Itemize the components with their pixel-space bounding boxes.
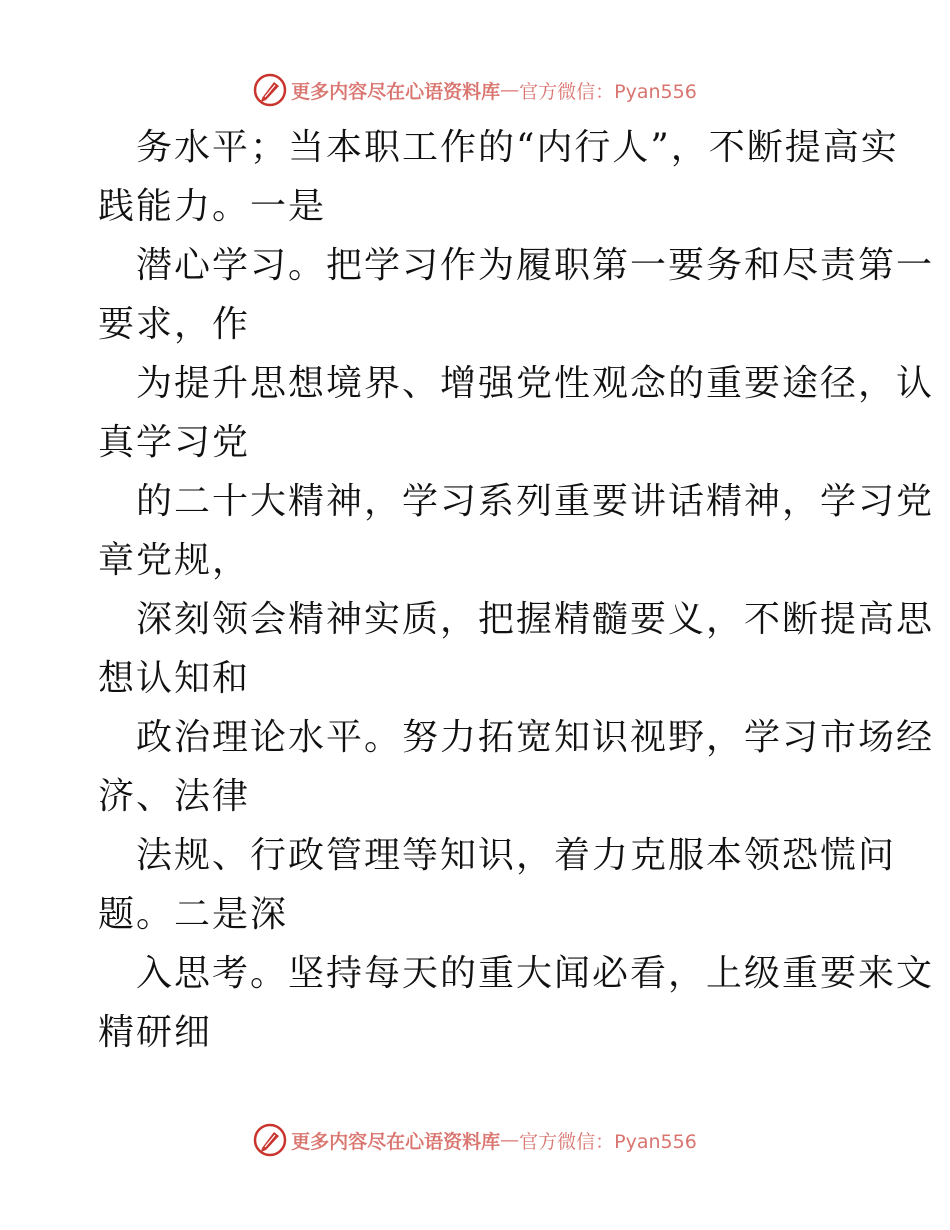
pen-nib-logo-icon: [253, 73, 287, 107]
text-line: 的二十大精神，学习系列重要讲话精神，学习党: [136, 481, 935, 522]
text-line: 践能力。一是: [98, 186, 327, 227]
header-banner-separator: —: [500, 79, 520, 101]
footer-banner: [0, 1120, 950, 1160]
text-line: 济、法律: [98, 776, 251, 817]
text-line: 潜心学习。把学习作为履职第一要务和尽责第一: [136, 245, 935, 286]
text-line: 题。二是深: [98, 894, 289, 935]
text-line: 政治理论水平。努力拓宽知识视野，学习市场经: [136, 717, 935, 758]
footer-banner-content: [253, 1123, 697, 1157]
text-line: 真学习党: [98, 422, 251, 463]
footer-banner-title: 更多内容尽在心语资料库: [291, 1130, 501, 1153]
text-line: 入思考。坚持每天的重大闻必看，上级重要来文: [136, 953, 935, 994]
text-line: 要求，作: [98, 304, 251, 345]
footer-banner-wechat: 官方微信：Pyan556: [519, 1130, 697, 1153]
text-line: 想认知和: [98, 658, 251, 699]
document-body: [98, 118, 935, 1062]
footer-banner-separator: —: [500, 1129, 520, 1151]
header-banner-title: 更多内容尽在心语资料库: [291, 80, 501, 103]
header-banner-wechat: 官方微信：Pyan556: [519, 80, 697, 103]
header-banner-content: [253, 73, 697, 107]
text-line: 法规、行政管理等知识，着力克服本领恐慌问: [136, 835, 897, 876]
text-line: 务水平；当本职工作的“内行人”，不断提高实: [136, 127, 899, 168]
text-line: 深刻领会精神实质，把握精髓要义，不断提高思: [136, 599, 935, 640]
header-banner: [0, 70, 950, 110]
pen-nib-logo-icon: [253, 1123, 287, 1157]
text-line: 章党规，: [98, 540, 251, 581]
text-line: 精研细: [98, 1012, 213, 1053]
text-line: 为提升思想境界、增强党性观念的重要途径，认: [136, 363, 935, 404]
